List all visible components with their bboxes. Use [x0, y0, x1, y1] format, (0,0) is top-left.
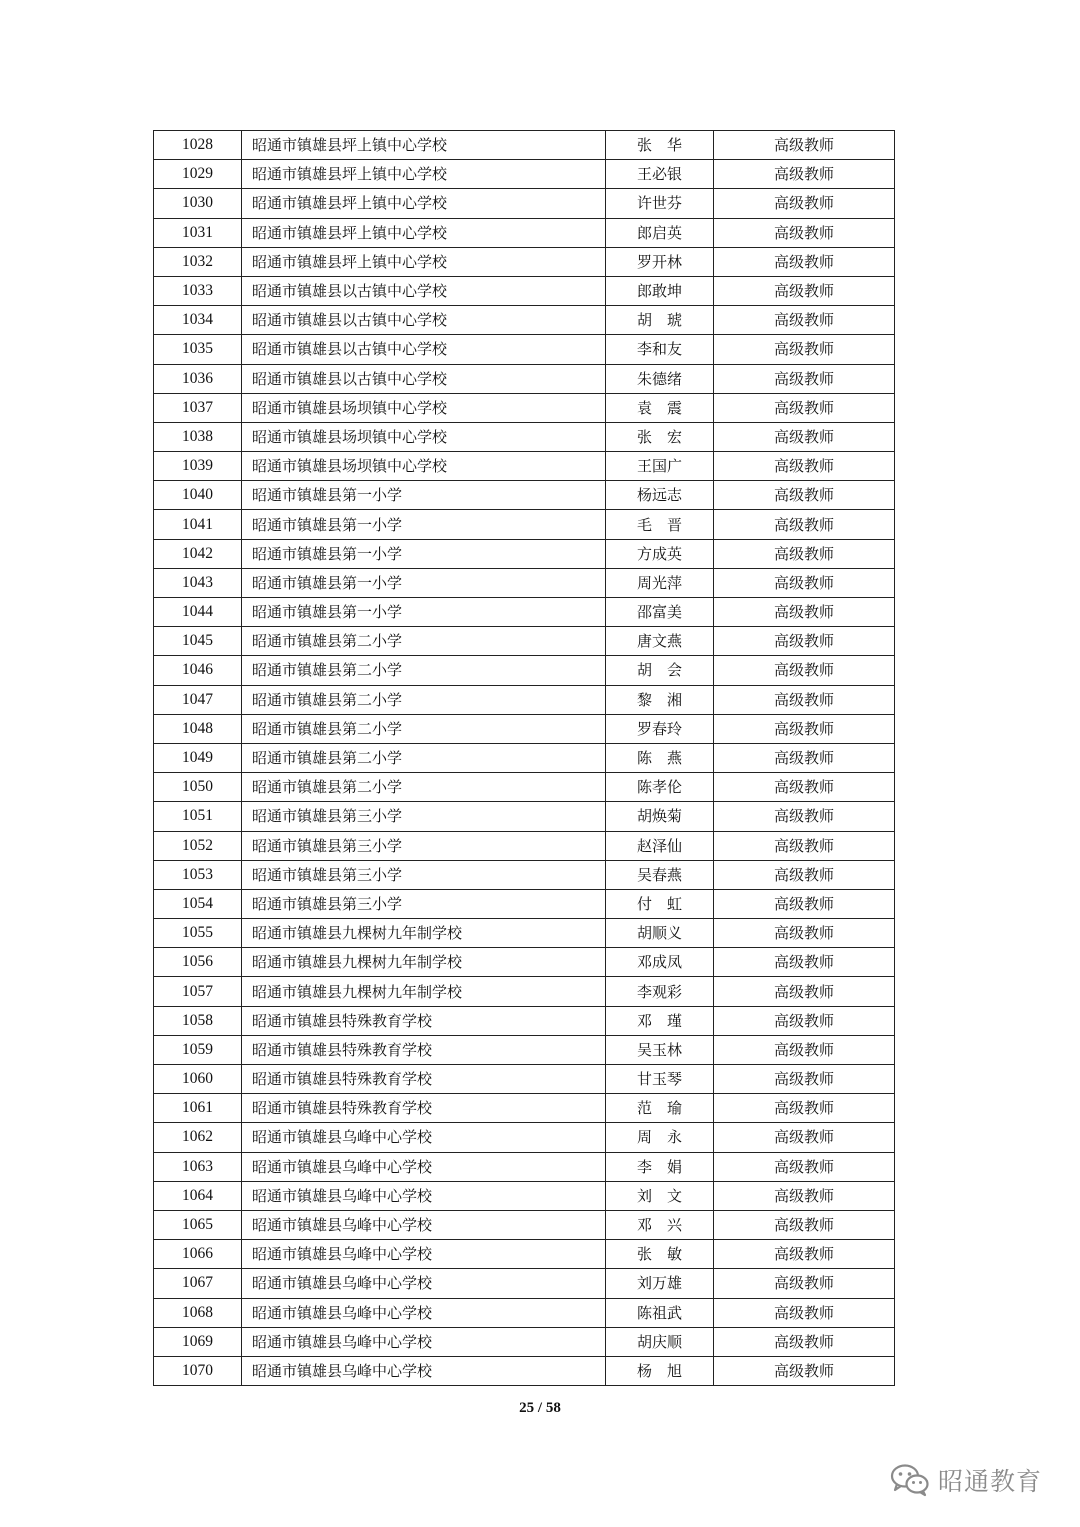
teacher-name-cell: 陈 燕	[606, 743, 714, 772]
teacher-name-cell: 袁 震	[606, 393, 714, 422]
job-title-cell: 高级教师	[714, 452, 895, 481]
row-number-cell: 1066	[154, 1240, 242, 1269]
job-title-cell: 高级教师	[714, 1240, 895, 1269]
table-row	[154, 160, 895, 189]
row-number-cell: 1058	[154, 1006, 242, 1035]
row-number-cell: 1062	[154, 1123, 242, 1152]
table-row	[154, 919, 895, 948]
table-row	[154, 306, 895, 335]
school-cell: 昭通市镇雄县特殊教育学校	[242, 1065, 606, 1094]
teacher-name-cell: 范 瑜	[606, 1094, 714, 1123]
school-cell: 昭通市镇雄县场坝镇中心学校	[242, 452, 606, 481]
table-row	[154, 1065, 895, 1094]
school-cell: 昭通市镇雄县以古镇中心学校	[242, 364, 606, 393]
page-number: 25 / 58	[519, 1400, 561, 1416]
teacher-name-cell: 李和友	[606, 335, 714, 364]
school-cell: 昭通市镇雄县乌峰中心学校	[242, 1210, 606, 1239]
row-number-cell: 1028	[154, 131, 242, 160]
job-title-cell: 高级教师	[714, 422, 895, 451]
school-cell: 昭通市镇雄县乌峰中心学校	[242, 1123, 606, 1152]
job-title-cell: 高级教师	[714, 481, 895, 510]
teacher-name-cell: 胡庆顺	[606, 1327, 714, 1356]
row-number-cell: 1047	[154, 685, 242, 714]
teacher-name-cell: 许世芬	[606, 189, 714, 218]
table-row	[154, 335, 895, 364]
teacher-name-cell: 张 敏	[606, 1240, 714, 1269]
teacher-name-cell: 陈祖武	[606, 1298, 714, 1327]
teacher-name-cell: 王国广	[606, 452, 714, 481]
row-number-cell: 1031	[154, 218, 242, 247]
job-title-cell: 高级教师	[714, 889, 895, 918]
school-cell: 昭通市镇雄县第二小学	[242, 685, 606, 714]
teacher-name-cell: 刘 文	[606, 1181, 714, 1210]
job-title-cell: 高级教师	[714, 1035, 895, 1064]
teacher-name-cell: 唐文燕	[606, 627, 714, 656]
job-title-cell: 高级教师	[714, 1065, 895, 1094]
school-cell: 昭通市镇雄县第一小学	[242, 481, 606, 510]
teacher-name-cell: 吴玉林	[606, 1035, 714, 1064]
school-cell: 昭通市镇雄县第二小学	[242, 743, 606, 772]
school-cell: 昭通市镇雄县乌峰中心学校	[242, 1356, 606, 1385]
row-number-cell: 1029	[154, 160, 242, 189]
school-cell: 昭通市镇雄县第一小学	[242, 598, 606, 627]
job-title-cell: 高级教师	[714, 1269, 895, 1298]
watermark-text: 昭通教育	[937, 1467, 1042, 1496]
row-number-cell: 1064	[154, 1181, 242, 1210]
school-cell: 昭通市镇雄县第二小学	[242, 714, 606, 743]
table-row	[154, 948, 895, 977]
table-row	[154, 889, 895, 918]
teacher-name-cell: 赵泽仙	[606, 831, 714, 860]
job-title-cell: 高级教师	[714, 743, 895, 772]
table-row	[154, 714, 895, 743]
table-row	[154, 1094, 895, 1123]
table-row	[154, 1240, 895, 1269]
teacher-name-cell: 方成英	[606, 539, 714, 568]
school-cell: 昭通市镇雄县以古镇中心学校	[242, 276, 606, 305]
table-row	[154, 977, 895, 1006]
school-cell: 昭通市镇雄县特殊教育学校	[242, 1094, 606, 1123]
job-title-cell: 高级教师	[714, 1094, 895, 1123]
school-cell: 昭通市镇雄县坪上镇中心学校	[242, 218, 606, 247]
school-cell: 昭通市镇雄县乌峰中心学校	[242, 1240, 606, 1269]
table-row	[154, 1298, 895, 1327]
table-row	[154, 1152, 895, 1181]
table-row	[154, 364, 895, 393]
school-cell: 昭通市镇雄县乌峰中心学校	[242, 1269, 606, 1298]
school-cell: 昭通市镇雄县第三小学	[242, 831, 606, 860]
table-row	[154, 598, 895, 627]
school-cell: 昭通市镇雄县第二小学	[242, 656, 606, 685]
teacher-name-cell: 朱德绪	[606, 364, 714, 393]
table-row	[154, 1210, 895, 1239]
teacher-name-cell: 张 华	[606, 131, 714, 160]
table-row	[154, 685, 895, 714]
school-cell: 昭通市镇雄县坪上镇中心学校	[242, 247, 606, 276]
row-number-cell: 1053	[154, 860, 242, 889]
table-row	[154, 247, 895, 276]
job-title-cell: 高级教师	[714, 1356, 895, 1385]
table-row	[154, 568, 895, 597]
job-title-cell: 高级教师	[714, 539, 895, 568]
table-row	[154, 773, 895, 802]
school-cell: 昭通市镇雄县第一小学	[242, 510, 606, 539]
row-number-cell: 1040	[154, 481, 242, 510]
job-title-cell: 高级教师	[714, 860, 895, 889]
table-row	[154, 1181, 895, 1210]
teacher-name-cell: 李 娟	[606, 1152, 714, 1181]
wechat-icon	[890, 1463, 930, 1497]
table-row	[154, 218, 895, 247]
school-cell: 昭通市镇雄县九棵树九年制学校	[242, 977, 606, 1006]
teacher-name-cell: 陈孝伦	[606, 773, 714, 802]
row-number-cell: 1044	[154, 598, 242, 627]
teacher-name-cell: 李观彩	[606, 977, 714, 1006]
job-title-cell: 高级教师	[714, 977, 895, 1006]
job-title-cell: 高级教师	[714, 1006, 895, 1035]
teacher-name-cell: 郎启英	[606, 218, 714, 247]
job-title-cell: 高级教师	[714, 364, 895, 393]
row-number-cell: 1046	[154, 656, 242, 685]
row-number-cell: 1042	[154, 539, 242, 568]
school-cell: 昭通市镇雄县第一小学	[242, 539, 606, 568]
teacher-name-cell: 胡 琥	[606, 306, 714, 335]
row-number-cell: 1051	[154, 802, 242, 831]
row-number-cell: 1054	[154, 889, 242, 918]
school-cell: 昭通市镇雄县坪上镇中心学校	[242, 160, 606, 189]
school-cell: 昭通市镇雄县坪上镇中心学校	[242, 189, 606, 218]
teacher-name-cell: 罗春玲	[606, 714, 714, 743]
school-cell: 昭通市镇雄县特殊教育学校	[242, 1035, 606, 1064]
job-title-cell: 高级教师	[714, 1123, 895, 1152]
table-row	[154, 1035, 895, 1064]
row-number-cell: 1065	[154, 1210, 242, 1239]
watermark	[890, 1460, 1042, 1500]
teacher-name-cell: 邓 兴	[606, 1210, 714, 1239]
table-row	[154, 276, 895, 305]
school-cell: 昭通市镇雄县第三小学	[242, 889, 606, 918]
job-title-cell: 高级教师	[714, 189, 895, 218]
job-title-cell: 高级教师	[714, 393, 895, 422]
job-title-cell: 高级教师	[714, 685, 895, 714]
school-cell: 昭通市镇雄县第二小学	[242, 773, 606, 802]
teacher-name-cell: 毛 晋	[606, 510, 714, 539]
school-cell: 昭通市镇雄县场坝镇中心学校	[242, 422, 606, 451]
row-number-cell: 1057	[154, 977, 242, 1006]
teacher-name-cell: 王必银	[606, 160, 714, 189]
row-number-cell: 1045	[154, 627, 242, 656]
table-row	[154, 189, 895, 218]
job-title-cell: 高级教师	[714, 276, 895, 305]
table-row	[154, 131, 895, 160]
job-title-cell: 高级教师	[714, 948, 895, 977]
teacher-name-cell: 黎 湘	[606, 685, 714, 714]
row-number-cell: 1067	[154, 1269, 242, 1298]
job-title-cell: 高级教师	[714, 714, 895, 743]
school-cell: 昭通市镇雄县第二小学	[242, 627, 606, 656]
row-number-cell: 1039	[154, 452, 242, 481]
table-row	[154, 860, 895, 889]
job-title-cell: 高级教师	[714, 160, 895, 189]
teacher-name-cell: 杨远志	[606, 481, 714, 510]
teacher-name-cell: 胡顺义	[606, 919, 714, 948]
school-cell: 昭通市镇雄县第三小学	[242, 802, 606, 831]
table-row	[154, 1006, 895, 1035]
teacher-name-cell: 周光萍	[606, 568, 714, 597]
teacher-name-cell: 吴春燕	[606, 860, 714, 889]
table-row	[154, 393, 895, 422]
job-title-cell: 高级教师	[714, 656, 895, 685]
school-cell: 昭通市镇雄县九棵树九年制学校	[242, 919, 606, 948]
row-number-cell: 1030	[154, 189, 242, 218]
school-cell: 昭通市镇雄县以古镇中心学校	[242, 335, 606, 364]
job-title-cell: 高级教师	[714, 1152, 895, 1181]
row-number-cell: 1043	[154, 568, 242, 597]
row-number-cell: 1056	[154, 948, 242, 977]
teacher-name-cell: 邓 瑾	[606, 1006, 714, 1035]
row-number-cell: 1049	[154, 743, 242, 772]
table-row	[154, 1269, 895, 1298]
table-row	[154, 1356, 895, 1385]
table-row	[154, 1123, 895, 1152]
school-cell: 昭通市镇雄县乌峰中心学校	[242, 1152, 606, 1181]
teacher-name-cell: 胡 会	[606, 656, 714, 685]
table-row	[154, 802, 895, 831]
row-number-cell: 1034	[154, 306, 242, 335]
table-row	[154, 510, 895, 539]
row-number-cell: 1038	[154, 422, 242, 451]
table-row	[154, 627, 895, 656]
school-cell: 昭通市镇雄县特殊教育学校	[242, 1006, 606, 1035]
job-title-cell: 高级教师	[714, 627, 895, 656]
school-cell: 昭通市镇雄县第三小学	[242, 860, 606, 889]
school-cell: 昭通市镇雄县第一小学	[242, 568, 606, 597]
teacher-name-cell: 杨 旭	[606, 1356, 714, 1385]
table-row	[154, 481, 895, 510]
teacher-roster-table	[153, 130, 895, 1386]
job-title-cell: 高级教师	[714, 802, 895, 831]
table-row	[154, 452, 895, 481]
job-title-cell: 高级教师	[714, 1298, 895, 1327]
job-title-cell: 高级教师	[714, 218, 895, 247]
row-number-cell: 1052	[154, 831, 242, 860]
school-cell: 昭通市镇雄县以古镇中心学校	[242, 306, 606, 335]
job-title-cell: 高级教师	[714, 773, 895, 802]
teacher-name-cell: 周 永	[606, 1123, 714, 1152]
table-row	[154, 1327, 895, 1356]
teacher-name-cell: 邓成凤	[606, 948, 714, 977]
row-number-cell: 1033	[154, 276, 242, 305]
row-number-cell: 1048	[154, 714, 242, 743]
job-title-cell: 高级教师	[714, 306, 895, 335]
row-number-cell: 1055	[154, 919, 242, 948]
teacher-name-cell: 甘玉琴	[606, 1065, 714, 1094]
row-number-cell: 1061	[154, 1094, 242, 1123]
teacher-name-cell: 罗开林	[606, 247, 714, 276]
job-title-cell: 高级教师	[714, 1181, 895, 1210]
school-cell: 昭通市镇雄县乌峰中心学校	[242, 1181, 606, 1210]
row-number-cell: 1035	[154, 335, 242, 364]
job-title-cell: 高级教师	[714, 919, 895, 948]
teacher-name-cell: 胡焕菊	[606, 802, 714, 831]
row-number-cell: 1037	[154, 393, 242, 422]
row-number-cell: 1060	[154, 1065, 242, 1094]
job-title-cell: 高级教师	[714, 510, 895, 539]
row-number-cell: 1050	[154, 773, 242, 802]
row-number-cell: 1036	[154, 364, 242, 393]
teacher-name-cell: 张 宏	[606, 422, 714, 451]
job-title-cell: 高级教师	[714, 131, 895, 160]
row-number-cell: 1070	[154, 1356, 242, 1385]
row-number-cell: 1032	[154, 247, 242, 276]
teacher-name-cell: 郎敢坤	[606, 276, 714, 305]
job-title-cell: 高级教师	[714, 568, 895, 597]
school-cell: 昭通市镇雄县乌峰中心学校	[242, 1298, 606, 1327]
school-cell: 昭通市镇雄县乌峰中心学校	[242, 1327, 606, 1356]
row-number-cell: 1068	[154, 1298, 242, 1327]
job-title-cell: 高级教师	[714, 598, 895, 627]
job-title-cell: 高级教师	[714, 1210, 895, 1239]
row-number-cell: 1041	[154, 510, 242, 539]
table-row	[154, 831, 895, 860]
job-title-cell: 高级教师	[714, 335, 895, 364]
job-title-cell: 高级教师	[714, 1327, 895, 1356]
job-title-cell: 高级教师	[714, 831, 895, 860]
teacher-name-cell: 刘万雄	[606, 1269, 714, 1298]
table-row	[154, 539, 895, 568]
roster-table-body	[154, 131, 895, 1386]
table-row	[154, 743, 895, 772]
teacher-name-cell: 付 虹	[606, 889, 714, 918]
school-cell: 昭通市镇雄县九棵树九年制学校	[242, 948, 606, 977]
row-number-cell: 1063	[154, 1152, 242, 1181]
teacher-name-cell: 邵富美	[606, 598, 714, 627]
table-row	[154, 656, 895, 685]
school-cell: 昭通市镇雄县坪上镇中心学校	[242, 131, 606, 160]
school-cell: 昭通市镇雄县场坝镇中心学校	[242, 393, 606, 422]
row-number-cell: 1059	[154, 1035, 242, 1064]
row-number-cell: 1069	[154, 1327, 242, 1356]
job-title-cell: 高级教师	[714, 247, 895, 276]
table-row	[154, 422, 895, 451]
